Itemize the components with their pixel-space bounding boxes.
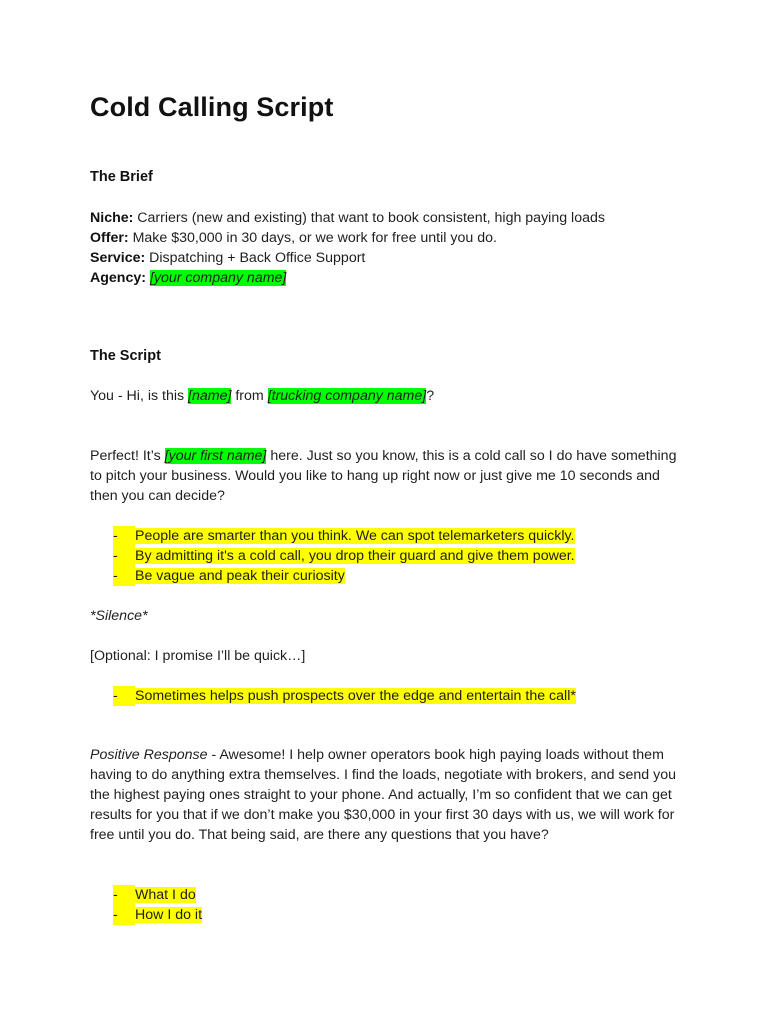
first-name-placeholder: [your first name] (164, 448, 267, 464)
agency-placeholder: [your company name] (149, 270, 287, 286)
positive-response (90, 745, 680, 845)
silence-note: *Silence* (90, 608, 148, 624)
tip-text: Be vague and peak their curiosity (135, 568, 345, 584)
service-value: Dispatching + Back Office Support (145, 250, 366, 266)
script-line-perfect (90, 446, 680, 506)
company-placeholder: [trucking company name] (267, 388, 427, 404)
tips-list-1 (113, 526, 575, 586)
tip-text: Sometimes helps push prospects over the edge and entertain the call* (135, 688, 576, 704)
list-item (113, 566, 575, 586)
agency-label: Agency: (90, 270, 146, 286)
name-placeholder: [name] (188, 388, 232, 404)
niche-line (90, 208, 680, 228)
bullet-dash: - (113, 905, 135, 925)
brief-heading: The Brief (90, 169, 153, 185)
niche-value: Carriers (new and existing) that want to book consistent, high paying loads (133, 210, 605, 226)
bullet-dash: - (113, 546, 135, 566)
tip-text: What I do (135, 887, 196, 903)
intro-middle: from (231, 388, 268, 404)
list-item (113, 686, 576, 706)
list-item (113, 546, 575, 566)
bullet-dash: - (113, 885, 135, 905)
brief-details (90, 208, 680, 288)
tip-text: People are smarter than you think. We can spot telemarketers quickly. (135, 528, 575, 544)
perfect-rest: here. Just so you know, this is a cold call so I do have something to pitch your business. Would you like to hang up right now or just give me 10 seconds and then you can decide? (90, 448, 677, 504)
list-item (113, 905, 202, 925)
tips-list-3 (113, 885, 202, 925)
offer-label: Offer: (90, 230, 129, 246)
tip-text: How I do it (135, 907, 203, 923)
tip-text: By admitting it's a cold call, you drop their guard and give them power. (135, 548, 575, 564)
agency-line (90, 268, 680, 288)
perfect-prefix: Perfect! It’s (90, 448, 165, 464)
intro-prefix: You - Hi, is this (90, 388, 189, 404)
service-line (90, 248, 680, 268)
script-heading: The Script (90, 348, 161, 364)
list-item (113, 526, 575, 546)
bullet-dash: - (113, 566, 135, 586)
bullet-dash: - (113, 526, 135, 546)
script-line-intro (90, 386, 680, 406)
page-title: Cold Calling Script (90, 92, 334, 122)
positive-text: - Awesome! I help owner operators book high paying loads without them having to do anything extra themselves. I find the loads, negotiate with brokers, and send you the highest paying ones straight to your phone. And actually, I’m so confident that we can get results for you that if we don’t make you $30,000 in your first 30 days with us, we will work for free until you do. That being said, are there any questions that you have? (90, 747, 676, 843)
service-label: Service: (90, 250, 146, 266)
tips-list-2 (113, 686, 576, 706)
intro-suffix: ? (426, 388, 435, 404)
positive-label: Positive Response (90, 747, 208, 763)
optional-note: [Optional: I promise I’ll be quick…] (90, 648, 306, 664)
list-item (113, 885, 202, 905)
offer-line (90, 228, 680, 248)
niche-label: Niche: (90, 210, 134, 226)
bullet-dash: - (113, 686, 135, 706)
offer-value: Make $30,000 in 30 days, or we work for free until you do. (128, 230, 497, 246)
